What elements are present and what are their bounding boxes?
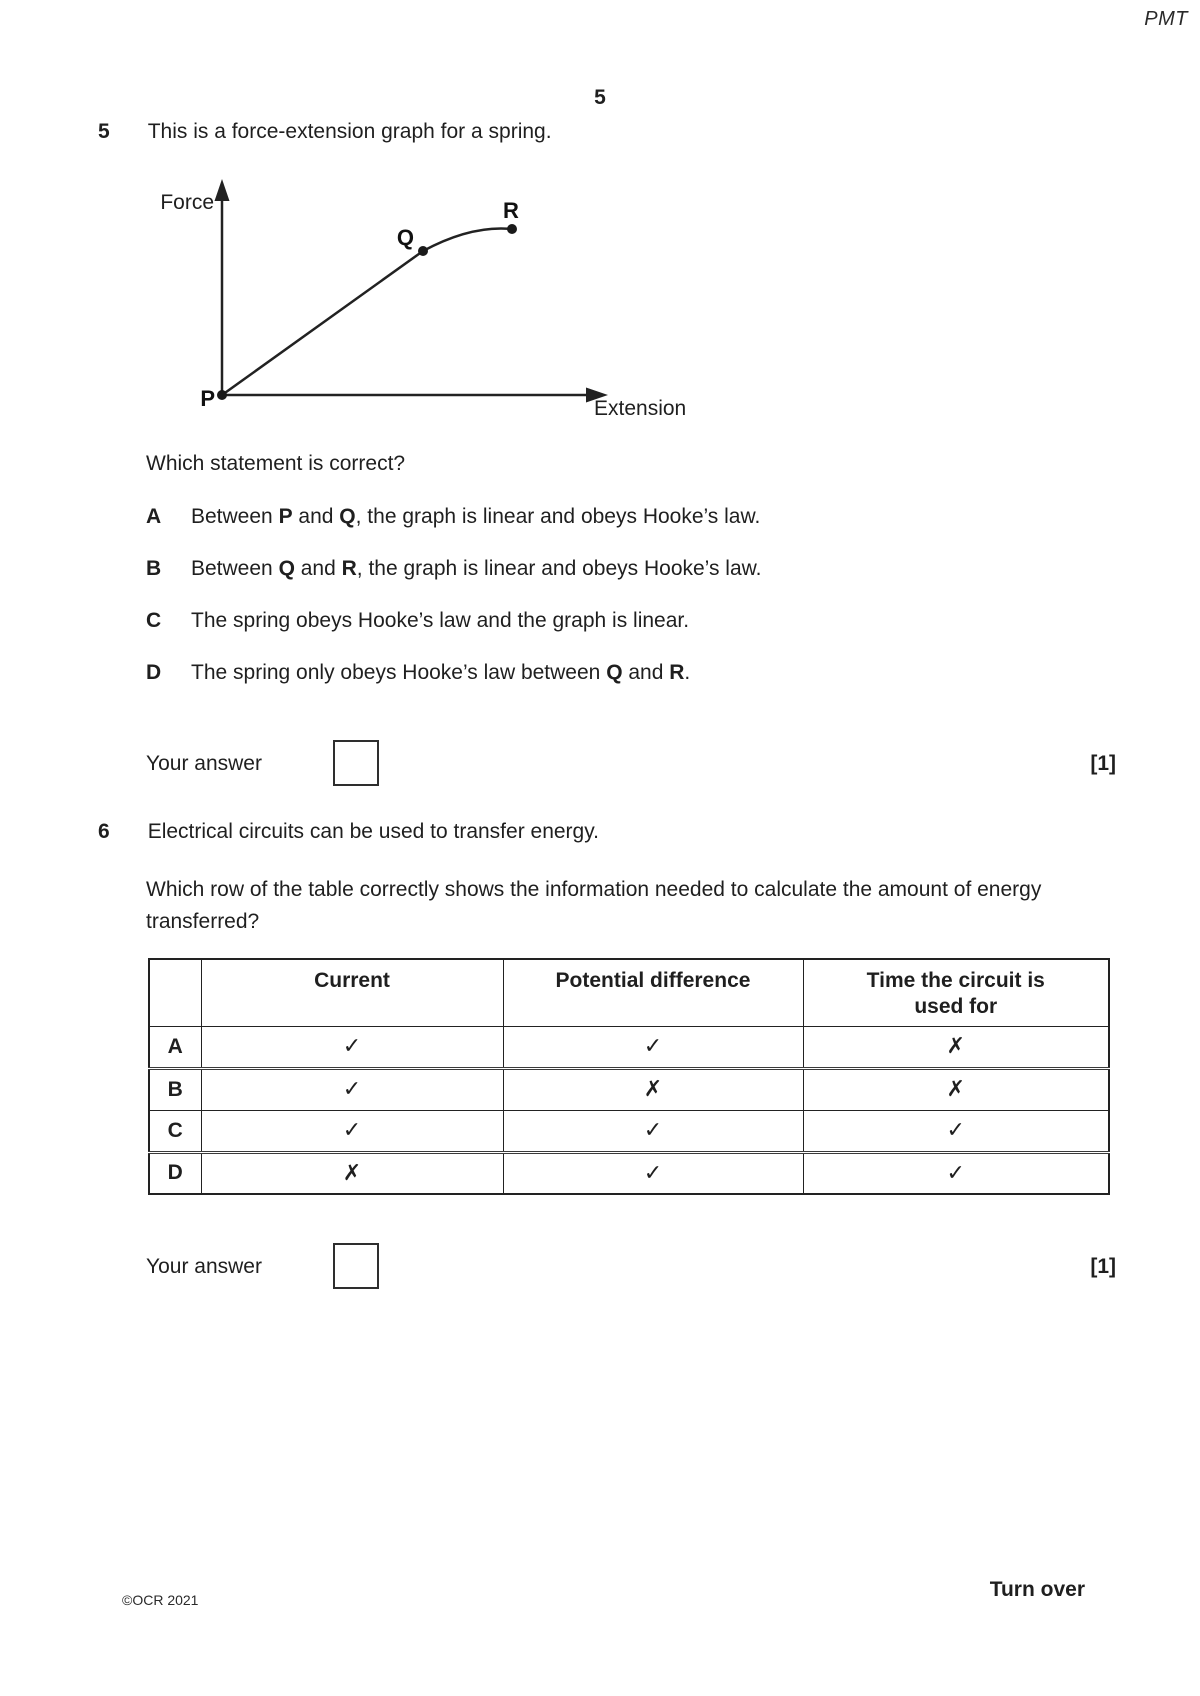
cross-mark: ✗ (803, 1068, 1109, 1110)
q5-question: Which statement is correct? (146, 452, 406, 475)
force-axis-arrowhead (215, 179, 230, 201)
q6-marks: [1] (1090, 1255, 1116, 1278)
option-text: The spring obeys Hooke’s law and the graph is linear. (191, 609, 690, 632)
q6-table (148, 958, 1110, 1195)
q6-table-row-c (149, 1110, 1109, 1152)
option-text: Between P and Q, the graph is linear and obeys Hooke’s law. (191, 505, 761, 528)
q6-table-row-a (149, 1026, 1109, 1068)
q6-question: Which row of the table correctly shows the information needed to calculate the amount of energy transferred? (146, 878, 1042, 933)
cross-mark: ✗ (503, 1068, 803, 1110)
check-mark: ✓ (201, 1068, 503, 1110)
point-p-label: P (200, 386, 215, 411)
q6-table-row-b (149, 1068, 1109, 1110)
q5-answer-row (146, 740, 1116, 788)
option-letter: A (146, 505, 162, 528)
row-label: D (149, 1152, 201, 1194)
turn-over-label: Turn over (989, 1578, 1085, 1601)
q5-number: 5 (98, 120, 110, 143)
point-p-dot (217, 390, 227, 400)
row-label: A (149, 1026, 201, 1068)
q6-prompt-row (98, 820, 599, 844)
check-mark: ✓ (201, 1110, 503, 1152)
graph-svg (140, 165, 700, 425)
q5-prompt: This is a force-extension graph for a spring. (147, 120, 552, 143)
q6-answer-box[interactable] (333, 1243, 379, 1289)
page-number: 5 (594, 86, 606, 109)
q6-answer-row (146, 1243, 1116, 1291)
check-mark: ✓ (503, 1110, 803, 1152)
copyright-notice: ©OCR 2021 (122, 1592, 199, 1608)
option-text: The spring only obeys Hooke’s law between Q and R. (191, 661, 691, 684)
force-extension-graph (140, 165, 700, 430)
option-text: Between Q and R, the graph is linear and obeys Hooke’s law. (191, 557, 762, 580)
extension-axis-label: Extension (594, 397, 687, 420)
force-axis-label: Force (160, 191, 214, 214)
q6-table-header (149, 959, 1109, 1026)
pmt-watermark: PMT (1144, 8, 1188, 30)
point-r-label: R (503, 198, 519, 223)
option-letter: B (146, 557, 162, 580)
q6-column-header: Potential difference (503, 959, 803, 1026)
q5-answer-box[interactable] (333, 740, 379, 786)
q6-number: 6 (98, 820, 110, 843)
option-c (146, 609, 762, 637)
q6-table-corner-cell (149, 959, 201, 1026)
option-b (146, 557, 762, 585)
row-label: B (149, 1068, 201, 1110)
q6-column-header: Current (201, 959, 503, 1026)
point-q-label: Q (396, 225, 414, 250)
q6-prompt: Electrical circuits can be used to transfer energy. (147, 820, 600, 843)
q5-options (146, 505, 762, 689)
check-mark: ✓ (803, 1152, 1109, 1194)
cross-mark: ✗ (201, 1152, 503, 1194)
point-q-dot (418, 246, 428, 256)
option-a (146, 505, 762, 533)
check-mark: ✓ (503, 1152, 803, 1194)
check-mark: ✓ (503, 1026, 803, 1068)
option-letter: C (146, 609, 162, 632)
q5-prompt-row (98, 120, 552, 144)
option-letter: D (146, 661, 162, 684)
row-label: C (149, 1110, 201, 1152)
check-mark: ✓ (201, 1026, 503, 1068)
q6-column-header: Time the circuit is used for (803, 959, 1109, 1026)
option-d (146, 661, 762, 689)
q5-answer-label: Your answer (146, 752, 262, 775)
q5-marks: [1] (1090, 752, 1116, 775)
q6-answer-label: Your answer (146, 1255, 262, 1278)
q6-table-row-d (149, 1152, 1109, 1194)
point-r-dot (507, 224, 517, 234)
cross-mark: ✗ (803, 1026, 1109, 1068)
check-mark: ✓ (803, 1110, 1109, 1152)
spring-curve (222, 228, 512, 395)
